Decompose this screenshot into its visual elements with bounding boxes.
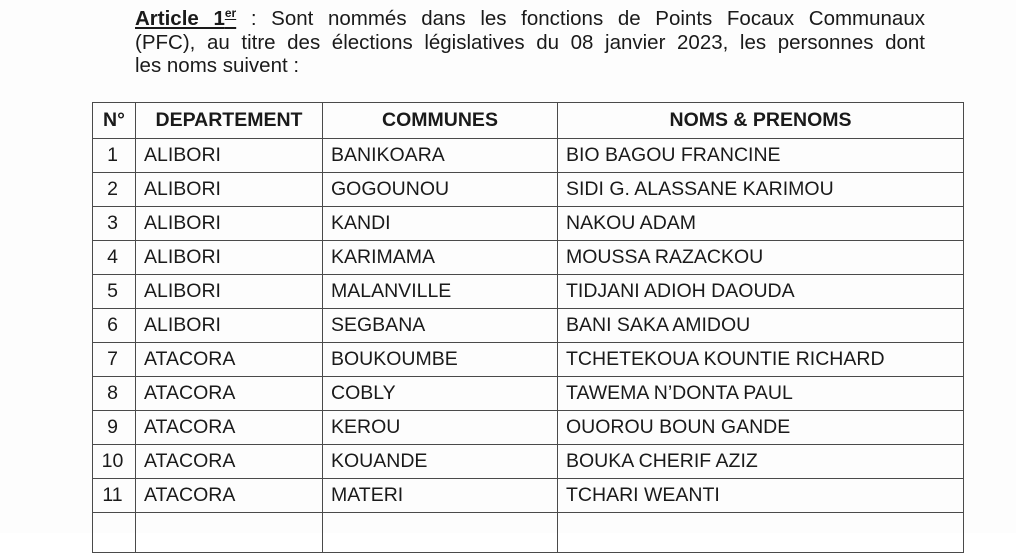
cell-departement: ALIBORI xyxy=(136,173,323,207)
cell-commune: KANDI xyxy=(323,207,558,241)
cell-commune: MATERI xyxy=(323,479,558,513)
cell-num: 7 xyxy=(93,343,136,377)
table-row xyxy=(93,445,964,479)
table-row xyxy=(93,479,964,513)
intro-line-2: (PFC), au titre des élections législatives du 08 janvier 2023, les personnes dont xyxy=(135,30,925,54)
cell-departement: ALIBORI xyxy=(136,275,323,309)
cell-num: 5 xyxy=(93,275,136,309)
article-superscript: er xyxy=(224,6,237,20)
cell-departement: ATACORA xyxy=(136,343,323,377)
cell-nom: NAKOU ADAM xyxy=(558,207,964,241)
cell-departement: ALIBORI xyxy=(136,139,323,173)
cell-departement: ALIBORI xyxy=(136,207,323,241)
intro-line-3: les noms suivent : xyxy=(135,54,300,77)
cell-num: 3 xyxy=(93,207,136,241)
cell-num: 4 xyxy=(93,241,136,275)
cell-num: 10 xyxy=(93,445,136,479)
cell-num: 9 xyxy=(93,411,136,445)
cell-nom: BOUKA CHERIF AZIZ xyxy=(558,445,964,479)
cell-commune: MALANVILLE xyxy=(323,275,558,309)
cell-nom: SIDI G. ALASSANE KARIMOU xyxy=(558,173,964,207)
header-noms-prenoms: NOMS & PRENOMS xyxy=(558,103,964,139)
cell-commune: KARIMAMA xyxy=(323,241,558,275)
cell-departement: ATACORA xyxy=(136,411,323,445)
cell-departement: ATACORA xyxy=(136,445,323,479)
cell-num: 8 xyxy=(93,377,136,411)
cell-num: 6 xyxy=(93,309,136,343)
header-departement: DEPARTEMENT xyxy=(136,103,323,139)
cell-num: 1 xyxy=(93,139,136,173)
cell-nom: MOUSSA RAZACKOU xyxy=(558,241,964,275)
cell-departement: ATACORA xyxy=(136,377,323,411)
cell-departement: ALIBORI xyxy=(136,241,323,275)
table-row xyxy=(93,207,964,241)
cell-nom: TIDJANI ADIOH DAOUDA xyxy=(558,275,964,309)
header-communes: COMMUNES xyxy=(323,103,558,139)
cell-nom: TCHETEKOUA KOUNTIE RICHARD xyxy=(558,343,964,377)
cell-commune: BANIKOARA xyxy=(323,139,558,173)
cell-nom: OUOROU BOUN GANDE xyxy=(558,411,964,445)
table-row xyxy=(93,309,964,343)
cell-departement: ATACORA xyxy=(136,479,323,513)
table-row xyxy=(93,377,964,411)
cell-nom: TCHARI WEANTI xyxy=(558,479,964,513)
cell-commune: SEGBANA xyxy=(323,309,558,343)
intro-line-1 xyxy=(135,7,925,31)
table-row xyxy=(93,343,964,377)
cell-nom: TAWEMA N’DONTA PAUL xyxy=(558,377,964,411)
cell-num: 2 xyxy=(93,173,136,207)
table-row xyxy=(93,411,964,445)
cell-num: 11 xyxy=(93,479,136,513)
table-row xyxy=(93,241,964,275)
article-label: Article 1er xyxy=(135,6,237,30)
table-header-row xyxy=(93,103,964,139)
cell-nom: BIO BAGOU FRANCINE xyxy=(558,139,964,173)
article-paragraph xyxy=(135,7,925,78)
table-row xyxy=(93,139,964,173)
cell-commune: GOGOUNOU xyxy=(323,173,558,207)
cell-nom: BANI SAKA AMIDOU xyxy=(558,309,964,343)
cell-commune: KEROU xyxy=(323,411,558,445)
cell-commune: BOUKOUMBE xyxy=(323,343,558,377)
cell-commune: KOUANDE xyxy=(323,445,558,479)
cell-departement: ALIBORI xyxy=(136,309,323,343)
pfc-table xyxy=(92,102,964,553)
cell-commune: COBLY xyxy=(323,377,558,411)
intro-line-1-text: : Sont nommés dans les fonctions de Points Focaux Communaux xyxy=(236,7,925,30)
table-row xyxy=(93,275,964,309)
header-num: N° xyxy=(93,103,136,139)
table-row xyxy=(93,173,964,207)
